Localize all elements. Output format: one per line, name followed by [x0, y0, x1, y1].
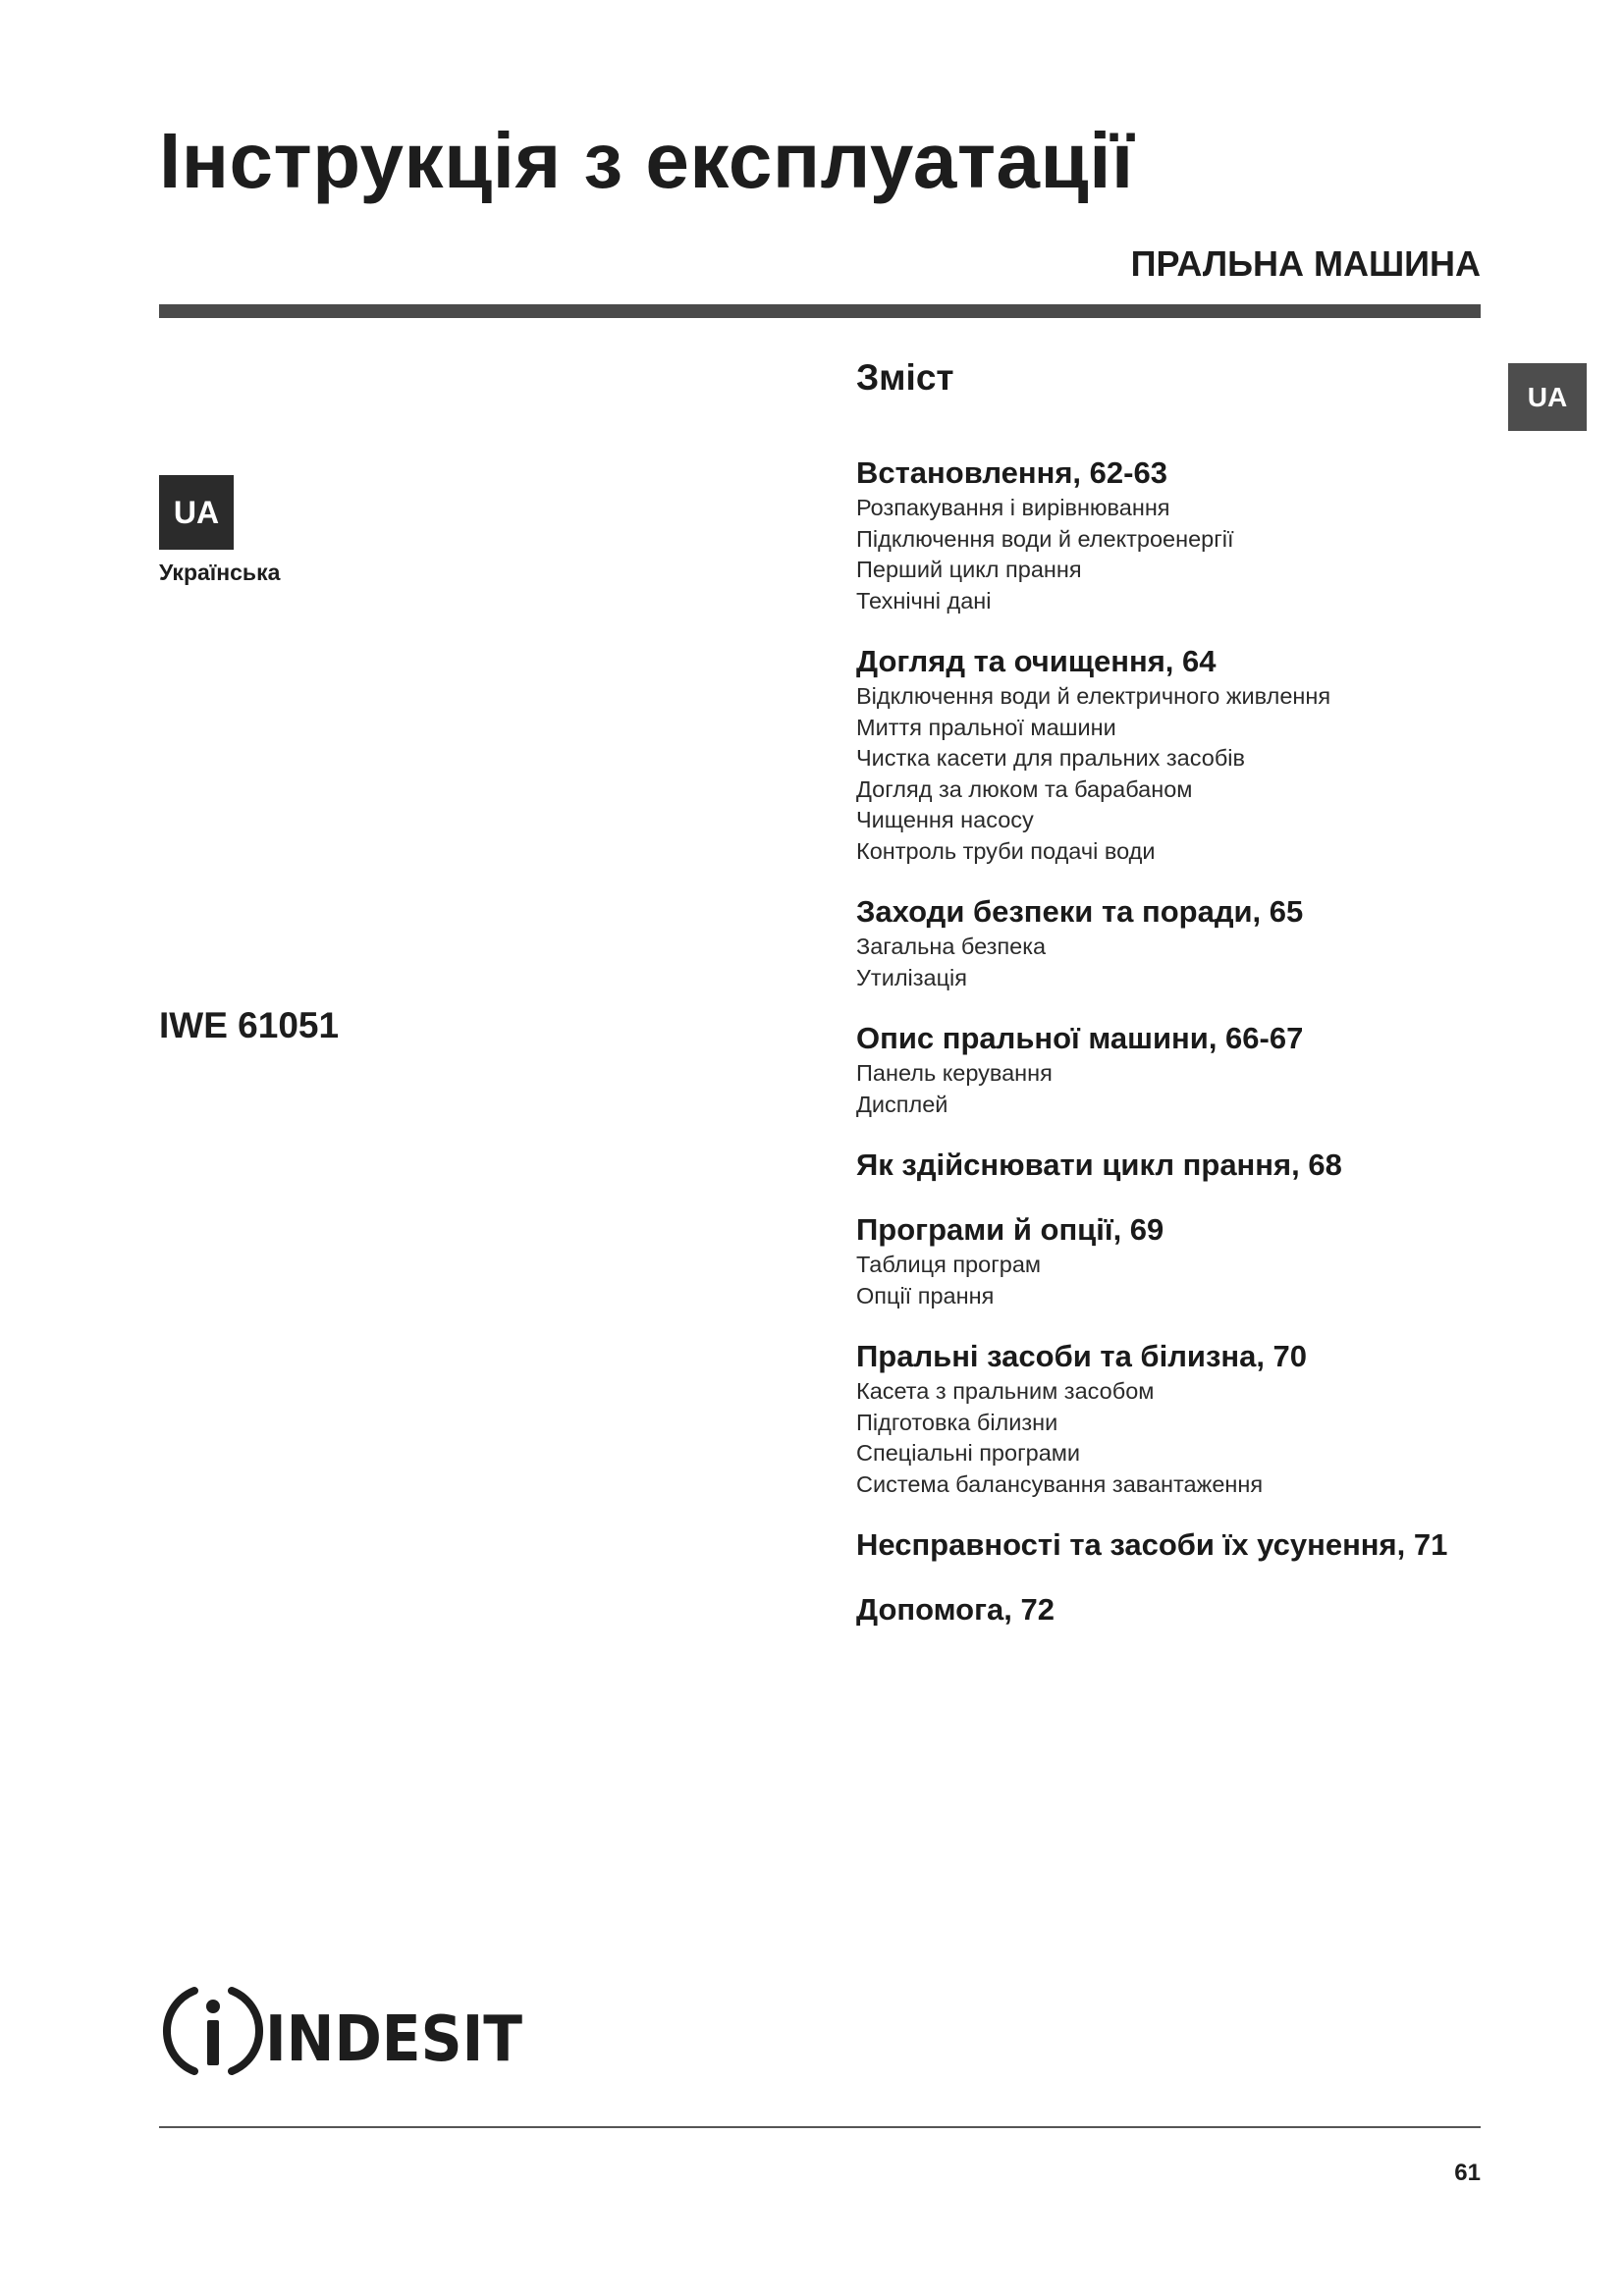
toc-section	[856, 1019, 1485, 1120]
toc-item: Перший цикл прання	[856, 557, 1082, 582]
toc-section	[856, 1210, 1485, 1311]
toc-heading: Догляд та очищення, 64	[856, 644, 1217, 678]
toc-item: Контроль труби подачі води	[856, 837, 1156, 864]
toc-item: Догляд за люком та барабаном	[856, 775, 1193, 802]
toc-heading: Несправності та засоби їх усунення, 71	[856, 1527, 1448, 1562]
language-badge: UA	[159, 475, 234, 550]
table-of-contents	[856, 355, 1485, 1655]
toc-item: Відключення води й електричного живлення	[856, 683, 1331, 709]
toc-item: Розпакування і вирівнювання	[856, 495, 1170, 520]
toc-heading: Як здійснювати цикл прання, 68	[856, 1148, 1342, 1182]
page-number: 61	[1454, 2160, 1481, 2186]
toc-item: Чистка касети для пральних засобів	[856, 745, 1246, 771]
toc-item: Таблиця програм	[856, 1252, 1042, 1277]
toc-item: Загальна безпека	[856, 934, 1047, 959]
toc-item: Панель керування	[856, 1060, 1053, 1086]
indesit-logo	[157, 1977, 530, 2085]
toc-item: Підключення води й електроенергії	[856, 525, 1234, 552]
toc-item: Утилізація	[856, 964, 968, 990]
indesit-logo-icon	[167, 1991, 259, 2071]
toc-section	[856, 642, 1485, 867]
language-side-tab: UA	[1508, 363, 1587, 431]
toc-section	[856, 1337, 1485, 1500]
toc-section	[856, 1525, 1485, 1565]
toc-item: Система балансування завантаження	[856, 1470, 1264, 1497]
toc-item: Опції прання	[856, 1282, 995, 1308]
toc-section	[856, 892, 1485, 993]
toc-item: Спеціальні програми	[856, 1440, 1081, 1466]
toc-item: Миття пральної машини	[856, 714, 1116, 740]
toc-heading: Встановлення, 62-63	[856, 455, 1167, 490]
model-number: IWE 61051	[159, 1005, 340, 1045]
toc-section	[856, 1590, 1485, 1629]
toc-section	[856, 454, 1485, 616]
header-divider	[159, 304, 1481, 318]
page-title: Інструкція з експлуатації	[159, 117, 1134, 204]
indesit-logo-text: INDESIT	[265, 2003, 523, 2076]
toc-item: Технічні дані	[856, 587, 992, 614]
toc-heading: Заходи безпеки та поради, 65	[856, 894, 1304, 929]
toc-item: Чищення насосу	[856, 807, 1034, 832]
toc-item: Підготовка білизни	[856, 1409, 1058, 1435]
toc-item: Касета з пральним засобом	[856, 1378, 1155, 1404]
toc-item: Дисплей	[856, 1091, 948, 1117]
toc-title: Зміст	[856, 357, 954, 398]
language-name: Українська	[159, 560, 281, 585]
toc-heading: Допомога, 72	[856, 1592, 1055, 1627]
toc-section	[856, 1146, 1485, 1185]
toc-heading: Опис пральної машини, 66-67	[856, 1021, 1304, 1055]
document-subtitle: ПРАЛЬНА МАШИНА	[1130, 243, 1481, 284]
toc-heading: Пральні засоби та білизна, 70	[856, 1339, 1308, 1373]
footer-divider	[159, 2126, 1481, 2128]
toc-heading: Програми й опції, 69	[856, 1212, 1164, 1247]
